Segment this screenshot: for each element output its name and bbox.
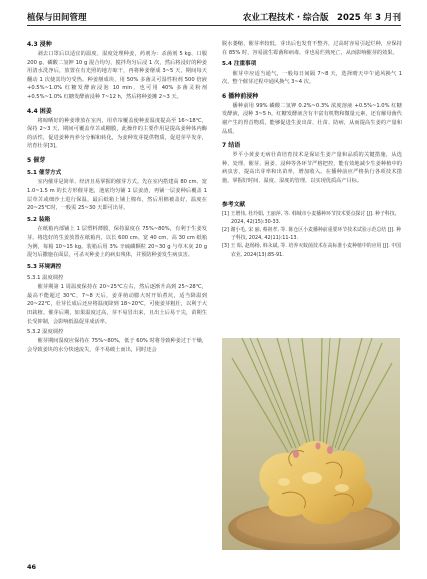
body-paragraph: 剥去口罩后以适宜的温度、湿度处理种姜，药剂为：杀菌剂 5 kg、口服 200 g、磷酸二氢钾 10 g 混合均匀，搅拌均匀后浸 1 次，然后将浸好的种姜用清水洗净后，放置在有光照的地方晾干，再将种姜掰成 3~5 天，期间每天翻动 1 次使其均匀受热。种姜掰成块，用 50% 多菌灵可湿性粉剂 500 倍液 +0.5%~1.0% 红糖发酵液浸泡 10 min，也可用 40% 多菌灵粉剂 +0.5%~1.0% 红糖发酵液浸种 7~12 h，然后将种姜摊 2~3 天。	[27, 51, 207, 100]
ginger-photo	[222, 338, 400, 550]
reference-item: [3] 王 昭, 赵杨杨, 韩永斌, 等. 培养灭蚊菌技术在高标准小麦种植中的应用 [J]. 中国农业, 2024(13):85-91.	[222, 243, 402, 258]
section-heading: 4.4 困姜	[27, 107, 52, 115]
body-paragraph: 催芽中应适当通气，一般每日间隔 7~8 天，选择晴天中午通风换气 1 次，整个催芽过程中通风换气 3~4 次。	[222, 70, 402, 86]
section-heading: 4.3 浸种	[27, 41, 52, 48]
subsection-heading: 5.3 环境调控	[27, 263, 62, 270]
subsubsection-heading: 5.3.2 湿度调控	[27, 329, 64, 336]
reference-item: [2] 谢小毛, 宋 丽, 蔡祖孝, 等. 陈仓区小麦播种前重要环节技术试验示范总结 [J]. 种子科技, 2024, 42(11):11-13.	[222, 227, 402, 242]
header-journal-title: 农业工程技术 · 综合版 2025 年 3 月刊	[242, 13, 401, 23]
section-heading: 6 播种前浸种	[222, 92, 259, 100]
left-column	[27, 40, 207, 354]
body-paragraph: 催芽期间湿度应保持在 75%~80%，低于 60% 时将导致种姜过于干燥，会导致姜块的水分快速流失，芽不易破土而出，同时还会	[27, 338, 207, 353]
body-paragraph-continued: 脱水萎缩，催芽率较低，芽出后也发育不整齐，过高时容易引起烂种，应保持在 85% 时，容易滋生霉菌和病毒，芽也易烂熟死亡，从而影响催芽的效果。	[222, 41, 402, 56]
header-rule	[27, 25, 401, 26]
header-column-name: 植保与田间管理	[27, 13, 87, 23]
section-heading: 5 催芽	[27, 156, 46, 164]
body-paragraph: 将晾晒好的种姜堆放在室内，用草帘覆盖使种姜温度提高至 16~18℃，保持 2~3 天，期间可覆盖草苫或棚膜，此操作的主要作用是提高姜种体内酶的活性，促进姜种内养分分解和转化，为姜种发芽提供物质，促进芽早发芽，培育壮芽[3]。	[27, 117, 207, 150]
body-paragraph: 室内催芽是简单、经济且易掌握的催芽方式。先在室内搭建高 80 cm、宽 1.0~1.5 m 的长方形催芽池，池底均匀铺 1 层姜渣，再铺一层姜种后覆盖 1 层草苫或细沙土进行保温，最后纸箱上铺上棉布，然后用棉被盖好，温度在 20~25℃时，一般需 25~30 天即可出芽。	[27, 179, 207, 212]
subsection-heading: 5.4 注重事项	[222, 61, 257, 68]
subsection-heading: 5.1 催芽方式	[27, 169, 62, 176]
right-column	[222, 40, 402, 259]
body-paragraph: 催芽期第 1 周温度保持在 20~25℃左右，然后逐渐升高到 25~28℃，最高不能超过 30℃，7~8 天后，姜芽萌动膨大时开始煮坑，适当降温到 20~22℃，壮芽长成后还应将温度降到 18~20℃，可使姜芽粗壮，以利于大田栽植。催芽后期，如果温度过高，芽不易冒出来，且出土后易干尖，苗期生长受抑制，会影响低温促芽成活率。	[27, 284, 207, 325]
references-heading: 参考文献	[222, 201, 246, 208]
body-paragraph: 在纸箱内部铺上 1 层塑料薄膜，保持温度在 75%~80%，有利于生姜发芽。将选好的生姜放置在纸箱内，以长 600 cm、宽 40 cm、高 30 cm 纸箱为例，每箱 10~15 kg。装箱后用 3% 辛硫磷颗粒 20~30 g 与草木灰 20 g 混匀后撒施在面层，可杀灭种姜上的病虫残体，并预防种姜发生病虫害。	[27, 226, 207, 259]
body-paragraph: 播种前用 99% 磷酸二氢钾 0.2%~0.3% 浓度溶液 +0.5%~1.0% 红糖发酵液，浸种 3~5 h，红糖发酵液含有丰富有机物和微量元素，还有解母菌代谢产生的胃首物质，能够促进生姜出苗、壮苗、防病，从而提高生姜的产量和品质。	[222, 102, 402, 135]
body-paragraph: 罗平小黄姜无病壮苗培育技术是保证生姜产量和品质的关键措施，从选种、处理、催芽、困姜、浸种等各环节严格把控，能有效地减少生姜种植中的病虫害，提高出芽率和出苗率，增加收入。在播种前应严格执行各项技术措施，掌握好时间、温度、湿度的管理，以实现优质高产目标。	[222, 152, 402, 185]
page-number: 46	[27, 563, 37, 571]
subsubsection-heading: 5.3.1 温度调控	[27, 275, 64, 282]
section-heading: 7 结语	[222, 142, 241, 150]
subsection-heading: 5.2 装箱	[27, 216, 51, 223]
reference-item: [1] 王增伟, 杜玲娟, 王丽萍, 等. 韩城市小麦播种环节技术要点探讨 [J]. 种子科技, 2024, 42(15):30-33.	[222, 210, 397, 225]
